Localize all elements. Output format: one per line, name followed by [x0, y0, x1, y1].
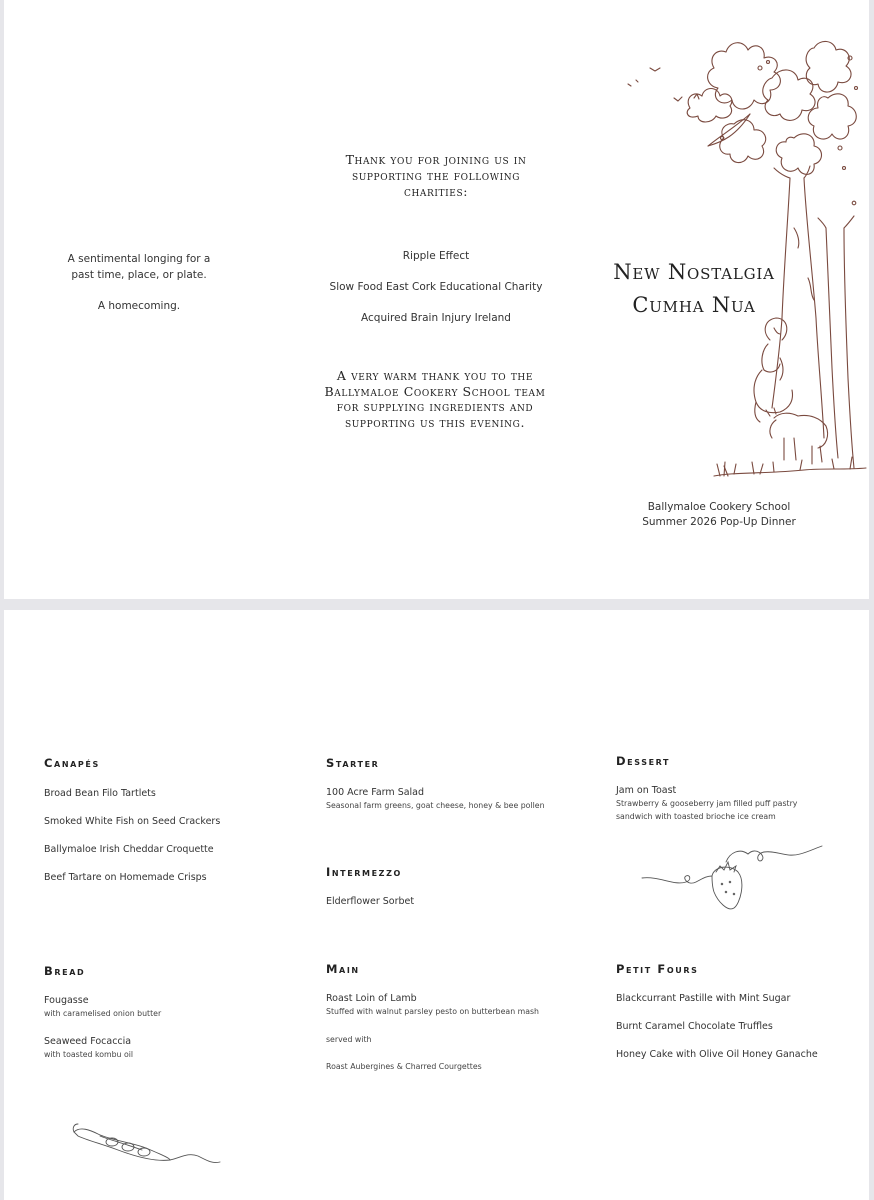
section-bread [44, 964, 161, 1061]
menu-item-description: Strawberry & gooseberry jam filled puff pastry [616, 799, 798, 808]
menu-item: Jam on Toast [616, 785, 677, 796]
section-heading: Petit Fours [616, 962, 699, 976]
acknowledgement-line: A very warm thank you to the [336, 368, 534, 383]
event-venue: Ballymaloe Cookery School [647, 501, 791, 513]
acknowledgement-line: Ballymaloe Cookery School team [324, 383, 546, 399]
tagline-line: A homecoming. [97, 300, 181, 312]
menu-item: Burnt Caramel Chocolate Truffles [616, 1021, 773, 1032]
menu-item: Fougasse [44, 995, 89, 1006]
section-heading: Canapés [44, 756, 100, 770]
section-starter [326, 756, 545, 812]
charity-item: Slow Food East Cork Educational Charity [329, 281, 543, 293]
menu-item: 100 Acre Farm Salad [326, 787, 425, 798]
menu-item: Ballymaloe Irish Cheddar Croquette [44, 844, 214, 855]
section-canapes [44, 756, 220, 884]
acknowledgement [304, 368, 566, 430]
menu-item: Blackcurrant Pastille with Mint Sugar [616, 993, 791, 1004]
charities-heading-line: Thank you for joining us in [345, 152, 527, 167]
charity-item: Ripple Effect [402, 250, 470, 262]
menu-title-irish: Cumha Nua [632, 293, 756, 317]
section-heading: Starter [326, 756, 380, 770]
charities-heading [316, 152, 556, 200]
menu-item-description: Seasonal farm greens, goat cheese, honey & bee pollen [326, 801, 545, 810]
menu-item: Seaweed Focaccia [44, 1036, 132, 1047]
charities-heading-line: charities: [403, 184, 469, 199]
section-intermezzo [326, 865, 414, 908]
menu-item: Broad Bean Filo Tartlets [44, 788, 156, 799]
charity-item: Acquired Brain Injury Ireland [361, 312, 511, 324]
tagline [44, 251, 234, 314]
tagline-line: A sentimental longing for a [67, 253, 211, 265]
section-main [326, 962, 539, 1073]
menu-page-courses [4, 610, 869, 1200]
section-heading: Bread [44, 964, 86, 978]
section-heading: Main [326, 962, 360, 976]
menu-item: Smoked White Fish on Seed Crackers [44, 816, 221, 827]
menu-item-side: Roast Aubergines & Charred Courgettes [326, 1062, 482, 1071]
strawberry-icon [640, 842, 824, 914]
menu-item: Beef Tartare on Homemade Crisps [44, 872, 207, 883]
charities-heading-line: supporting the following [351, 168, 521, 183]
menu-item-description: with toasted kombu oil [44, 1050, 134, 1059]
pea-pod-icon [70, 1122, 222, 1164]
section-dessert [616, 754, 797, 823]
menu-page-cover [4, 0, 869, 599]
menu-item: Elderflower Sorbet [326, 896, 415, 907]
tagline-line: past time, place, or plate. [71, 269, 207, 281]
menu-item: Roast Loin of Lamb [326, 993, 417, 1004]
menu-item-description: Stuffed with walnut parsley pesto on butterbean mash [326, 1007, 539, 1016]
menu-item: Honey Cake with Olive Oil Honey Ganache [616, 1049, 818, 1060]
menu-title [594, 256, 794, 322]
menu-item-note: served with [326, 1035, 372, 1044]
section-petit-fours [616, 962, 818, 1061]
section-heading: Dessert [616, 754, 671, 768]
event-name: Summer 2026 Pop-Up Dinner [642, 516, 796, 528]
section-heading: Intermezzo [326, 865, 402, 879]
acknowledgement-line: for supplying ingredients and [336, 399, 534, 414]
charity-list [316, 249, 556, 342]
menu-item-description: with caramelised onion butter [44, 1009, 162, 1018]
menu-item-description: sandwich with toasted brioche ice cream [616, 812, 776, 821]
acknowledgement-line: supporting us this evening. [344, 414, 526, 430]
menu-title-english: New Nostalgia [613, 260, 775, 284]
event-info [614, 500, 824, 530]
